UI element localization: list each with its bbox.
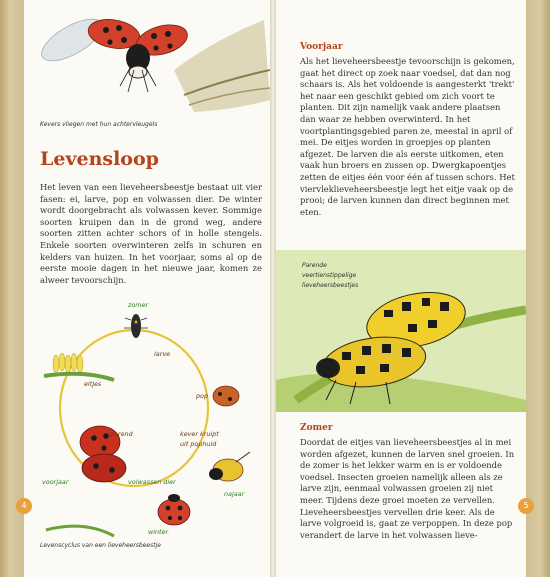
cycle-label-zomer: zomer — [128, 301, 149, 309]
cycle-label-uit-pophuid: uit pophuid — [180, 440, 217, 448]
mating-caption-line-3: lieveheersbeestjes — [302, 282, 359, 289]
emerging-beetle-drawing — [209, 452, 250, 481]
life-cycle-diagram — [24, 300, 270, 550]
section-heading-zomer: Zomer — [300, 423, 333, 433]
mating-caption-line-1: Parende — [302, 262, 327, 269]
cycle-label-kever-kruipt: kever kruipt — [180, 430, 219, 438]
left-book-edge — [0, 0, 24, 577]
section-heading-voorjaar: Voorjaar — [300, 42, 343, 52]
mating-caption-line-2: veertienstippelige — [302, 272, 357, 279]
cycle-label-larve: larve — [154, 350, 171, 358]
larva-drawing — [124, 314, 148, 338]
levensloop-paragraph: Het leven van een lieveheersbeestje bestaat uit vier fasen: ei, larve, pop en volwassen dier. De winter wordt doorgebracht als volwassen kever. Sommige soorten kruipen dan in de grond weg, andere soorten zitten achter schors of in holle stengels. Enkele soorten overwinteren zelfs in schuren en kelders van huizen. In het voorjaar, soms al op de eerste mooie dagen in het nieuwe jaar, komen ze alweer tevoorschijn. — [40, 182, 262, 285]
section-heading-levensloop: Levensloop — [40, 148, 159, 170]
flying-ladybird-caption: Kevers vliegen met hun achtervleugels — [40, 121, 158, 128]
life-cycle-caption: Levenscyclus van een lieveheersbeestje — [40, 542, 161, 549]
cycle-label-winter: winter — [148, 528, 169, 536]
left-page — [21, 0, 270, 577]
cycle-label-voorjaar: voorjaar — [42, 478, 69, 486]
zomer-paragraph: Doordat de eitjes van lieveheersbeestjes al in mei worden afgezet, kunnen de larven snel groeien. In de zomer is het lekker warm en is er voldoende voedsel. Insecten groeien namelijk alleen als ze larve zijn, eenmaal volwassen groeien zij niet meer. Tijdens deze groei moeten ze vervellen. Lieveheersbeestjes vervellen drie keer. Als de larve volgroeid is, gaat ze verpoppen. In deze pop verandert de larve in het volwassen lieve- — [300, 437, 515, 540]
pupa-drawing — [213, 386, 239, 406]
eggs-drawing — [44, 353, 114, 380]
life-cycle-ring — [60, 330, 208, 486]
right-book-edge — [526, 0, 550, 577]
cycle-label-volwassen-dier: volwassen dier — [128, 478, 176, 486]
right-page — [276, 0, 529, 577]
cycle-label-parend: parend — [110, 430, 133, 438]
cycle-label-eitjes: eitjes — [84, 380, 102, 388]
page-number-left: 4 — [16, 498, 32, 514]
flying-ladybird-illustration — [24, 0, 270, 118]
adult-ladybird-drawing — [158, 494, 190, 525]
cycle-label-najaar: najaar — [224, 490, 245, 498]
page-number-right: 5 — [518, 498, 534, 514]
voorjaar-paragraph: Als het lieveheersbeestje tevoorschijn is gekomen, gaat het direct op zoek naar voedsel, dat dan nog schaars is. Als het voldoende is aangesterkt 'trekt' het naar een geschikt gebied om zich voort te planten. Dit zijn namelijk vaak andere plaatsen dan waar ze hebben overwinterd. In het voortplantingsgebied paren ze, meestal in april of mei. De eitjes worden in groepjes op planten afgezet. De larven die als eerste uitkomen, eten vaak hun broers en zussen op. Dwergkapoentjes zetten de eitjes één voor één af tussen schors. Het viervleklieveheersbeestje legt het eitje vaak op de prooi; de larven kunnen dan direct beginnen met eten. — [300, 56, 515, 217]
cycle-label-pop: pop — [196, 392, 209, 400]
